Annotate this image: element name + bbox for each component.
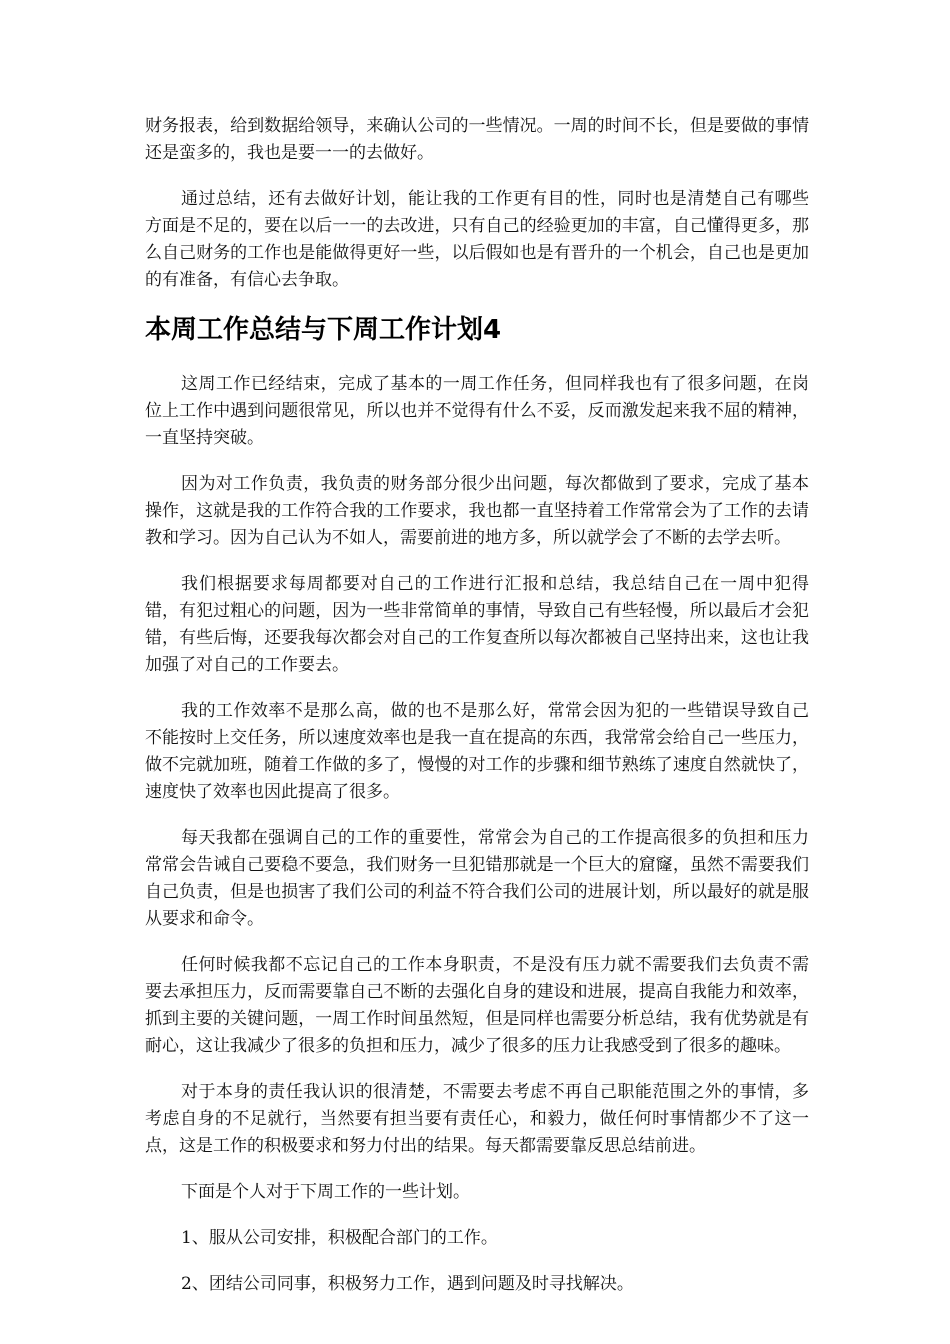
section-title: 本周工作总结与下周工作计划4 <box>145 315 502 345</box>
paragraph: 财务报表，给到数据给领导，来确认公司的一些情况。一周的时间不长，但是要做的事情还是蛮多的，我也是要一一的去做好。 <box>145 116 809 163</box>
paragraph: 我的工作效率不是那么高，做的也不是那么好，常常会因为犯的一些错误导致自己不能按时上交任务，所以速度效率也是我一直在提高的东西，我常常会给自己一些压力，做不完就加班，随着工作做的多了，慢慢的对工作的步骤和细节熟练了速度自然就快了，速度快了效率也因此提高了很多。 <box>145 701 809 802</box>
document-page <box>145 113 809 1317</box>
paragraph: 通过总结，还有去做好计划，能让我的工作更有目的性，同时也是清楚自己有哪些方面是不足的，要在以后一一的去改进，只有自己的经验更加的丰富，自己懂得更多，那么自己财务的工作也是能做得更好一些，以后假如也是有晋升的一个机会，自己也是更加的有准备，有信心去争取。 <box>145 189 809 290</box>
paragraph: 下面是个人对于下周工作的一些计划。 <box>181 1182 470 1202</box>
paragraph: 因为对工作负责，我负责的财务部分很少出问题，每次都做到了要求，完成了基本操作，这就是我的工作符合我的工作要求，我也都一直坚持着工作常常会为了工作的去请教和学习。因为自己认为不如人，需要前进的地方多，所以就学会了不断的去学去听。 <box>145 474 809 548</box>
paragraph: 每天我都在强调自己的工作的重要性，常常会为自己的工作提高很多的负担和压力常常会告诫自己要稳不要急，我们财务一旦犯错那就是一个巨大的窟窿，虽然不需要我们自己负责，但是也损害了我们公司的利益不符合我们公司的进展计划，所以最好的就是服从要求和命令。 <box>145 828 809 929</box>
paragraph: 对于本身的责任我认识的很清楚，不需要去考虑不再自己职能范围之外的事情，多考虑自身的不足就行，当然要有担当要有责任心，和毅力，做任何时事情都少不了这一点，这是工作的积极要求和努力付出的结果。每天都需要靠反思总结前进。 <box>145 1082 809 1156</box>
paragraph: 我们根据要求每周都要对自己的工作进行汇报和总结，我总结自己在一周中犯得错，有犯过粗心的问题，因为一些非常简单的事情，导致自己有些轻慢，所以最后才会犯错，有些后悔，还要我每次都会对自己的工作复查所以每次都被自己坚持出来，这也让我加强了对自己的工作要去。 <box>145 574 809 675</box>
paragraph: 任何时候我都不忘记自己的工作本身职责，不是没有压力就不需要我们去负责不需要去承担压力，反而需要靠自己不断的去强化自身的建设和进展，提高自我能力和效率，抓到主要的关键问题，一周工作时间虽然短，但是同样也需要分析总结，我有优势就是有耐心，这让我减少了很多的负担和压力，减少了很多的压力让我感受到了很多的趣味。 <box>145 955 809 1056</box>
list-item: 2、团结公司同事，积极努力工作，遇到问题及时寻找解决。 <box>181 1274 634 1294</box>
list-item: 1、服从公司安排，积极配合部门的工作。 <box>181 1228 498 1248</box>
paragraph: 这周工作已经结束，完成了基本的一周工作任务，但同样我也有了很多问题，在岗位上工作中遇到问题很常见，所以也并不觉得有什么不妥，反而激发起来我不屈的精神，一直坚持突破。 <box>145 374 809 448</box>
